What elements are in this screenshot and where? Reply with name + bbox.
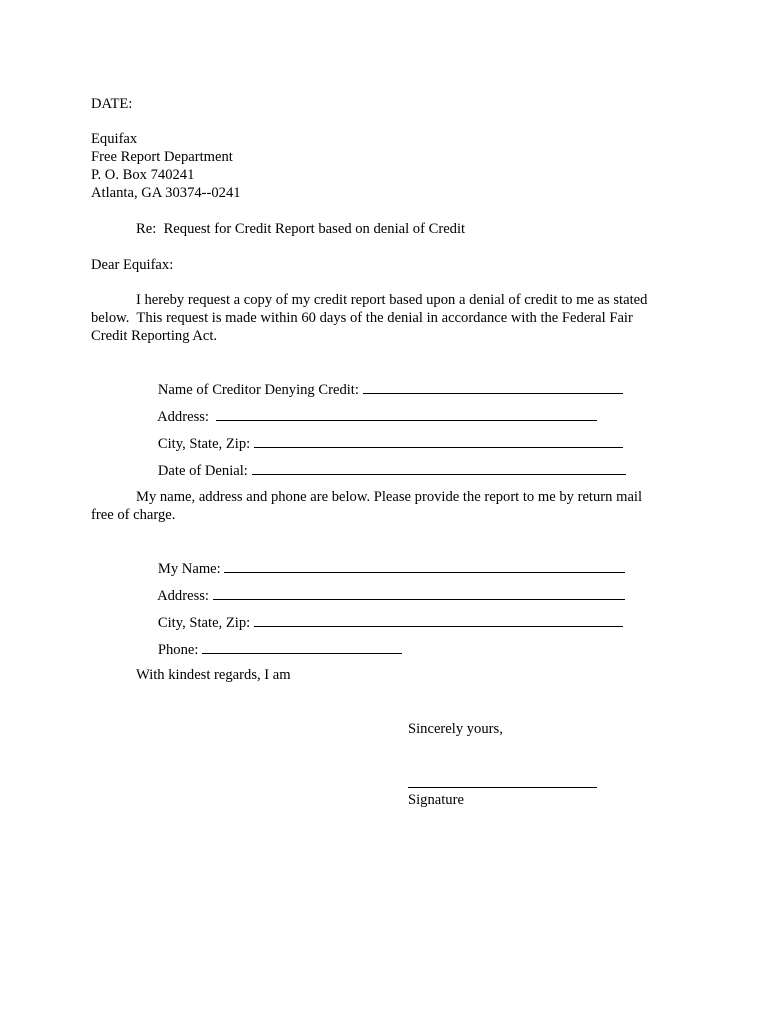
paragraph-line: I hereby request a copy of my credit report based upon a denial of credit to me as stated [136,292,648,308]
field-label: Name of Creditor Denying Credit: [157,382,359,398]
signature-line[interactable] [408,787,597,788]
field-label: Address: [157,409,209,425]
paragraph-line: Credit Reporting Act. [91,328,218,344]
field-label: Phone: [157,642,199,658]
paragraph-line: free of charge. [91,507,176,523]
phone-blank[interactable] [202,640,402,654]
field-label: My Name: [157,561,221,577]
closing-line: With kindest regards, I am [136,667,291,683]
date-of-denial-blank[interactable] [252,461,626,475]
recipient-department: Free Report Department [91,149,233,165]
field-label: City, State, Zip: [157,436,251,452]
date-label: DATE: [91,96,133,112]
recipient-name: Equifax [91,131,138,147]
signature-label: Signature [408,792,464,808]
paragraph-line: My name, address and phone are below. Please provide the report to me by return mail [136,489,643,505]
sign-off: Sincerely yours, [408,721,503,737]
salutation: Dear Equifax: [91,257,174,273]
recipient-po-box: P. O. Box 740241 [91,167,195,183]
field-label: City, State, Zip: [157,615,251,631]
subject-line: Re: Request for Credit Report based on denial of Credit [136,221,466,237]
field-label: Address: [157,588,209,604]
paragraph-line: below. This request is made within 60 days of the denial in accordance with the Federal Fair [91,310,633,326]
recipient-city-line: Atlanta, GA 30374--0241 [91,185,241,201]
field-label: Date of Denial: [157,463,248,479]
